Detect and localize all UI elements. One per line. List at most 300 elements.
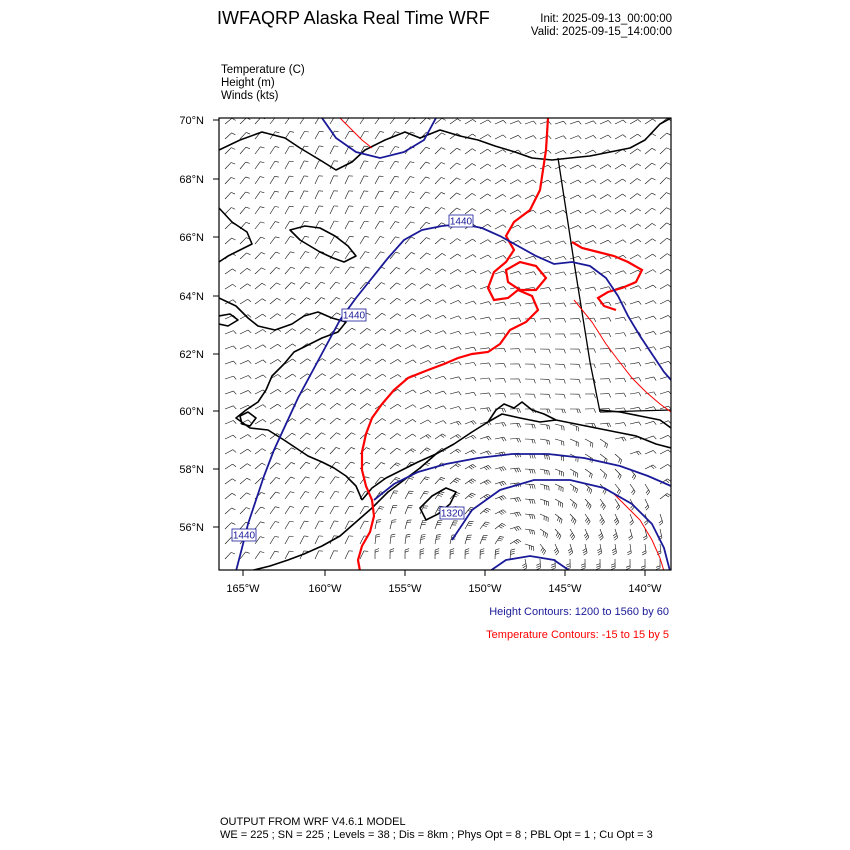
wind-barb-feather bbox=[488, 149, 491, 152]
wind-barb-feather bbox=[499, 468, 502, 471]
wind-barb-feather bbox=[472, 149, 476, 151]
wind-barb-feather bbox=[336, 462, 340, 463]
wind-barb bbox=[510, 135, 518, 139]
wind-barb-feather bbox=[306, 282, 310, 284]
wind-barb bbox=[285, 313, 292, 319]
wind-barb-feather bbox=[247, 284, 251, 286]
wind-barb bbox=[240, 162, 246, 169]
wind-barb-feather bbox=[532, 469, 533, 473]
wind-barb bbox=[585, 287, 594, 289]
wind-barb-feather bbox=[632, 507, 635, 510]
wind-barb-feather bbox=[438, 495, 442, 496]
wind-barb-feather bbox=[607, 423, 609, 427]
wind-barb-feather bbox=[234, 361, 237, 364]
wind-barb-feather bbox=[322, 374, 326, 376]
wind-barb-feather bbox=[474, 347, 476, 351]
wind-barb-feather bbox=[594, 303, 596, 307]
wind-barb-feather bbox=[398, 359, 401, 362]
wind-barb-feather bbox=[586, 537, 589, 540]
wind-barb-feather bbox=[618, 491, 620, 495]
wind-barb-feather bbox=[503, 225, 506, 228]
wind-barb bbox=[375, 374, 383, 379]
wind-barb-feather bbox=[487, 209, 490, 211]
wind-barb-feather bbox=[474, 392, 476, 396]
wind-barb-feather bbox=[638, 119, 641, 122]
wind-barb-feather bbox=[391, 536, 395, 537]
wind-barb bbox=[270, 463, 276, 469]
wind-barb-feather bbox=[486, 466, 489, 469]
wind-barb bbox=[450, 406, 459, 409]
wind-barb-feather bbox=[666, 163, 670, 165]
wind-barb-feather bbox=[381, 477, 385, 478]
wind-barb bbox=[495, 256, 503, 259]
wind-barb-feather bbox=[246, 192, 250, 193]
wind-barb-feather bbox=[653, 270, 656, 273]
wind-barb bbox=[225, 435, 233, 439]
wind-barb bbox=[600, 120, 608, 124]
wind-barb-feather bbox=[628, 536, 631, 539]
wind-barb-feather bbox=[420, 553, 424, 554]
wind-barb bbox=[405, 491, 409, 499]
wind-barb-feather bbox=[518, 539, 521, 542]
wind-barb-feather bbox=[322, 418, 326, 420]
wind-barb-feather bbox=[596, 566, 600, 568]
wind-barb bbox=[465, 347, 474, 349]
wind-barb-feather bbox=[291, 462, 295, 464]
wind-barb-feather bbox=[667, 479, 671, 481]
wind-barb-feather bbox=[598, 551, 602, 553]
wind-barb-feather bbox=[275, 222, 279, 223]
wind-barb bbox=[420, 284, 427, 289]
wind-barb-feather bbox=[585, 535, 588, 538]
wind-barb-feather bbox=[248, 390, 251, 393]
wind-barb-feather bbox=[231, 177, 235, 179]
wind-barb-feather bbox=[504, 318, 506, 322]
wind-barb-feather bbox=[321, 298, 325, 300]
wind-barb-feather bbox=[564, 349, 565, 353]
wind-barb-feather bbox=[320, 116, 324, 117]
wind-barb-feather bbox=[457, 193, 461, 195]
wind-barb bbox=[615, 271, 623, 274]
wind-barb-feather bbox=[469, 481, 473, 483]
wind-barb-feather bbox=[380, 506, 384, 507]
wind-barb bbox=[270, 176, 275, 184]
wind-barb-feather bbox=[365, 236, 369, 237]
wind-barb-feather bbox=[596, 568, 600, 570]
wind-barb-feather bbox=[352, 343, 356, 345]
wind-barb bbox=[450, 163, 457, 169]
wind-barb bbox=[630, 164, 637, 169]
wind-barb bbox=[585, 210, 593, 214]
wind-barb-feather bbox=[637, 209, 641, 211]
wind-barb bbox=[240, 207, 246, 214]
wind-barb-feather bbox=[337, 359, 341, 361]
wind-barb bbox=[225, 391, 233, 394]
wind-barb bbox=[405, 192, 410, 199]
wind-barb bbox=[360, 344, 367, 349]
wind-barb-feather bbox=[319, 221, 323, 222]
wind-barb bbox=[525, 225, 533, 229]
wind-barb-feather bbox=[543, 531, 544, 535]
wind-barb-feather bbox=[335, 491, 339, 492]
wind-barb bbox=[390, 161, 395, 169]
wind-barb-feather bbox=[530, 499, 531, 503]
wind-barb bbox=[390, 176, 395, 184]
latitude-labels bbox=[179, 115, 204, 534]
wind-barb bbox=[495, 302, 504, 304]
wind-barb-feather bbox=[471, 480, 475, 482]
wind-barb bbox=[300, 131, 305, 139]
lat-label-60: 60°N bbox=[179, 406, 204, 418]
wind-barb-feather bbox=[586, 502, 588, 506]
wind-barb bbox=[555, 256, 564, 259]
wind-barb-feather bbox=[397, 329, 400, 331]
wind-barb bbox=[630, 544, 631, 553]
wind-barb bbox=[555, 424, 564, 426]
wind-barb bbox=[435, 315, 443, 319]
wind-barb-feather bbox=[261, 252, 265, 254]
wind-barb-feather bbox=[533, 180, 536, 183]
wind-barb-feather bbox=[608, 120, 611, 123]
wind-barb-feather bbox=[441, 162, 445, 164]
wind-barb bbox=[480, 149, 488, 154]
wind-barb bbox=[570, 210, 578, 214]
wind-barb-feather bbox=[453, 481, 457, 483]
wind-barb bbox=[345, 359, 352, 364]
wind-barb-feather bbox=[594, 364, 595, 368]
wind-barb-feather bbox=[544, 470, 545, 474]
wind-barb-feather bbox=[351, 462, 355, 463]
wind-barb-feather bbox=[483, 511, 487, 513]
wind-barb bbox=[660, 208, 666, 214]
wind-barb-feather bbox=[543, 551, 545, 555]
wind-barb-feather bbox=[420, 549, 424, 550]
wind-barb bbox=[225, 493, 232, 499]
wind-barb bbox=[360, 191, 364, 199]
wind-barb bbox=[450, 347, 459, 349]
wind-barb bbox=[555, 121, 564, 124]
wind-barb bbox=[450, 331, 459, 334]
wind-barb-feather bbox=[587, 487, 588, 491]
wind-barb bbox=[600, 256, 608, 259]
wind-barb-feather bbox=[450, 553, 454, 554]
wind-barb-feather bbox=[489, 302, 492, 305]
wind-barb bbox=[525, 195, 533, 199]
wind-barb-feather bbox=[548, 165, 551, 168]
wind-barb-feather bbox=[484, 482, 487, 485]
wind-barb bbox=[645, 285, 653, 289]
wind-barb-feather bbox=[594, 272, 597, 275]
wind-barb-feather bbox=[365, 116, 369, 117]
wind-barb bbox=[435, 331, 443, 334]
wind-barb bbox=[645, 377, 654, 379]
wind-barb-feather bbox=[233, 391, 236, 394]
contour-label-gulf: 1320 bbox=[440, 508, 464, 520]
wind-barb bbox=[375, 535, 376, 544]
wind-barb-feather bbox=[412, 283, 416, 285]
wind-barb bbox=[300, 462, 306, 469]
wind-barb-feather bbox=[569, 550, 572, 553]
wind-barb-feather bbox=[457, 478, 461, 480]
wind-barb-feather bbox=[441, 177, 445, 179]
wind-barb-feather bbox=[426, 222, 430, 224]
wind-barb bbox=[240, 435, 248, 439]
wind-barb bbox=[315, 389, 322, 394]
wind-barb bbox=[450, 239, 457, 244]
wind-barb-feather bbox=[233, 284, 236, 287]
wind-barb bbox=[255, 419, 263, 424]
wind-barb-feather bbox=[609, 394, 611, 398]
wind-barb-feather bbox=[292, 313, 296, 315]
wind-barb-feather bbox=[653, 254, 656, 257]
wind-barb-feather bbox=[547, 409, 548, 413]
wind-barb bbox=[285, 462, 291, 469]
wind-barb-feather bbox=[499, 538, 503, 539]
wind-barb bbox=[375, 506, 380, 514]
model-version: OUTPUT FROM WRF V4.6.1 MODEL bbox=[220, 816, 406, 828]
wind-barb bbox=[420, 405, 428, 409]
wind-barb-feather bbox=[471, 451, 474, 454]
wind-barb-feather bbox=[503, 164, 506, 167]
wind-barb bbox=[420, 253, 427, 259]
wind-barb-feather bbox=[442, 253, 446, 255]
wind-barb-feather bbox=[334, 506, 338, 507]
wind-barb-feather bbox=[277, 314, 281, 316]
wind-barb-feather bbox=[503, 179, 506, 182]
wind-barb-feather bbox=[367, 313, 371, 315]
wind-barb-feather bbox=[487, 179, 491, 181]
wind-barb-feather bbox=[248, 315, 251, 318]
wind-barb-feather bbox=[337, 403, 341, 405]
wind-barb bbox=[420, 420, 428, 424]
wind-barb-feather bbox=[504, 287, 507, 290]
wind-barb-feather bbox=[503, 510, 506, 513]
wind-barb bbox=[630, 422, 639, 424]
wind-barb-feather bbox=[412, 434, 415, 436]
wind-barb bbox=[480, 378, 489, 379]
wind-barb-feather bbox=[291, 283, 295, 285]
wind-barb-feather bbox=[572, 502, 573, 506]
wind-barb-feather bbox=[534, 500, 535, 504]
wind-barb-feather bbox=[289, 176, 293, 177]
wind-barb-feather bbox=[609, 423, 611, 427]
wind-barb-feather bbox=[594, 394, 596, 398]
wind-barb-feather bbox=[471, 465, 474, 468]
wind-barb-feather bbox=[549, 318, 551, 322]
wind-barb bbox=[390, 404, 398, 409]
wind-barb bbox=[360, 374, 367, 379]
height-contour-gulf-core bbox=[490, 556, 570, 571]
wind-barb bbox=[315, 298, 321, 304]
wind-barb bbox=[270, 267, 276, 274]
wind-barb-feather bbox=[421, 536, 425, 537]
wind-barb-feather bbox=[395, 191, 399, 192]
lat-label-68: 68°N bbox=[179, 174, 204, 186]
wind-barb bbox=[435, 208, 441, 214]
wind-barb-feather bbox=[551, 568, 555, 570]
wind-barb bbox=[345, 403, 352, 409]
wind-barb-feather bbox=[261, 492, 265, 494]
wind-barb bbox=[540, 241, 548, 244]
wind-barb bbox=[225, 133, 232, 139]
wind-barb bbox=[255, 405, 263, 409]
wind-barb-feather bbox=[232, 238, 236, 240]
wind-barb bbox=[255, 522, 260, 529]
wind-barb bbox=[615, 209, 623, 214]
wind-barb bbox=[375, 176, 379, 184]
wind-barb bbox=[645, 421, 654, 424]
wind-barb bbox=[315, 131, 319, 139]
wind-barb bbox=[555, 287, 564, 289]
wind-barb-feather bbox=[652, 208, 656, 210]
wind-barb-feather bbox=[578, 210, 581, 213]
wind-barb-feather bbox=[290, 221, 294, 222]
wind-barb-feather bbox=[470, 494, 474, 496]
wind-barb-feather bbox=[428, 345, 431, 348]
wind-barb-feather bbox=[480, 549, 484, 550]
wind-barb-feather bbox=[659, 520, 662, 523]
wind-barb bbox=[315, 462, 321, 469]
wind-barb bbox=[270, 222, 275, 229]
wind-barb bbox=[255, 375, 263, 379]
wind-barb-feather bbox=[305, 236, 309, 237]
wind-barb bbox=[585, 241, 593, 244]
wind-barb bbox=[285, 176, 289, 184]
wind-barb-feather bbox=[390, 551, 394, 552]
wind-barb-feather bbox=[483, 525, 487, 526]
wind-barb-feather bbox=[260, 522, 264, 523]
wind-barb bbox=[420, 147, 426, 154]
wind-barb-feather bbox=[305, 492, 309, 493]
wind-barb-feather bbox=[623, 240, 626, 243]
wind-barb bbox=[375, 313, 382, 319]
wind-barb bbox=[255, 449, 262, 454]
wind-barb bbox=[240, 238, 246, 244]
wind-barb-feather bbox=[231, 552, 235, 554]
wind-barb bbox=[225, 284, 233, 289]
wind-barb-feather bbox=[653, 450, 656, 453]
wind-barb-feather bbox=[487, 508, 491, 510]
wind-barb-feather bbox=[260, 192, 264, 193]
wind-barb-feather bbox=[569, 553, 572, 556]
wind-barb-feather bbox=[563, 136, 566, 139]
wind-barb bbox=[555, 241, 563, 244]
wind-barb bbox=[225, 376, 234, 379]
wind-barb bbox=[645, 163, 652, 169]
wind-barb bbox=[375, 283, 381, 289]
wind-barb-feather bbox=[488, 465, 491, 468]
wind-barb-feather bbox=[410, 450, 414, 452]
wind-barb bbox=[330, 191, 334, 199]
wind-barb-feather bbox=[654, 407, 656, 410]
wind-barb-feather bbox=[605, 475, 607, 479]
wind-barb bbox=[495, 120, 503, 124]
wind-barb-feather bbox=[392, 522, 396, 523]
wind-barb-feather bbox=[480, 551, 484, 552]
wind-barb bbox=[420, 360, 428, 364]
wind-barb-feather bbox=[495, 551, 499, 552]
lat-label-64: 64°N bbox=[179, 291, 204, 303]
wind-barb-feather bbox=[425, 491, 429, 492]
wind-barb-feather bbox=[231, 523, 235, 525]
wind-barb-feather bbox=[549, 256, 552, 259]
wind-barb-feather bbox=[564, 409, 565, 413]
wind-barb-feather bbox=[487, 408, 489, 412]
wind-barb bbox=[240, 253, 247, 259]
wind-barb-feather bbox=[428, 330, 431, 333]
wind-barb-feather bbox=[578, 195, 581, 198]
wind-barb bbox=[570, 150, 578, 154]
wind-barb-feather bbox=[533, 150, 536, 153]
wind-barb bbox=[330, 267, 335, 274]
wind-barb bbox=[315, 191, 319, 199]
wind-barb-feather bbox=[609, 302, 611, 306]
wind-barb-feather bbox=[292, 298, 296, 300]
wind-barb-feather bbox=[292, 359, 295, 362]
wind-barb bbox=[645, 193, 652, 199]
wind-barb-feather bbox=[549, 287, 551, 291]
wind-barb-feather bbox=[605, 443, 606, 447]
wind-barb-feather bbox=[558, 534, 560, 538]
wind-barb-feather bbox=[530, 530, 531, 534]
wind-barb-feather bbox=[233, 450, 236, 453]
wind-barb bbox=[465, 209, 472, 214]
wind-barb bbox=[525, 287, 534, 289]
wind-barb-feather bbox=[495, 549, 499, 550]
wind-barb bbox=[435, 300, 443, 304]
wind-barb-feather bbox=[396, 252, 400, 253]
wind-barb-feather bbox=[379, 508, 383, 509]
wind-barb bbox=[570, 439, 578, 442]
wind-barb-feather bbox=[497, 540, 501, 541]
wind-barb-feather bbox=[420, 551, 424, 552]
wind-barb bbox=[345, 328, 352, 334]
wind-barb-feather bbox=[472, 163, 476, 165]
wind-barb-feather bbox=[232, 479, 236, 481]
wind-barb-feather bbox=[589, 506, 591, 510]
wind-barb bbox=[495, 225, 503, 229]
wind-barb-feather bbox=[335, 267, 339, 268]
wind-barb-feather bbox=[548, 210, 551, 213]
wind-barb bbox=[405, 405, 413, 409]
wind-barb-feather bbox=[455, 479, 459, 481]
wind-barb bbox=[435, 421, 443, 424]
wind-barb-feather bbox=[603, 489, 605, 493]
wind-barb bbox=[390, 283, 397, 289]
wind-barb bbox=[225, 208, 231, 214]
wind-barb bbox=[345, 491, 350, 499]
wind-barb bbox=[570, 165, 578, 169]
wind-barb-feather bbox=[459, 347, 462, 350]
wind-barb bbox=[225, 148, 231, 154]
wind-barb bbox=[255, 552, 260, 559]
wind-barb bbox=[420, 315, 428, 319]
wind-barb-feather bbox=[426, 147, 430, 148]
wind-barb-feather bbox=[499, 497, 502, 500]
wind-barb-feather bbox=[638, 255, 641, 258]
wind-barb bbox=[345, 236, 350, 244]
wind-barb bbox=[495, 510, 503, 514]
wind-barb-feather bbox=[519, 364, 521, 368]
wind-barb-feather bbox=[615, 520, 618, 523]
wind-barb-feather bbox=[547, 440, 548, 444]
wind-barb-feather bbox=[322, 359, 326, 361]
wind-barb-feather bbox=[469, 467, 472, 470]
wind-barb-feather bbox=[489, 378, 491, 382]
wind-barb-feather bbox=[517, 424, 519, 428]
wind-barb-feather bbox=[276, 267, 280, 269]
wind-barb-feather bbox=[379, 176, 383, 177]
